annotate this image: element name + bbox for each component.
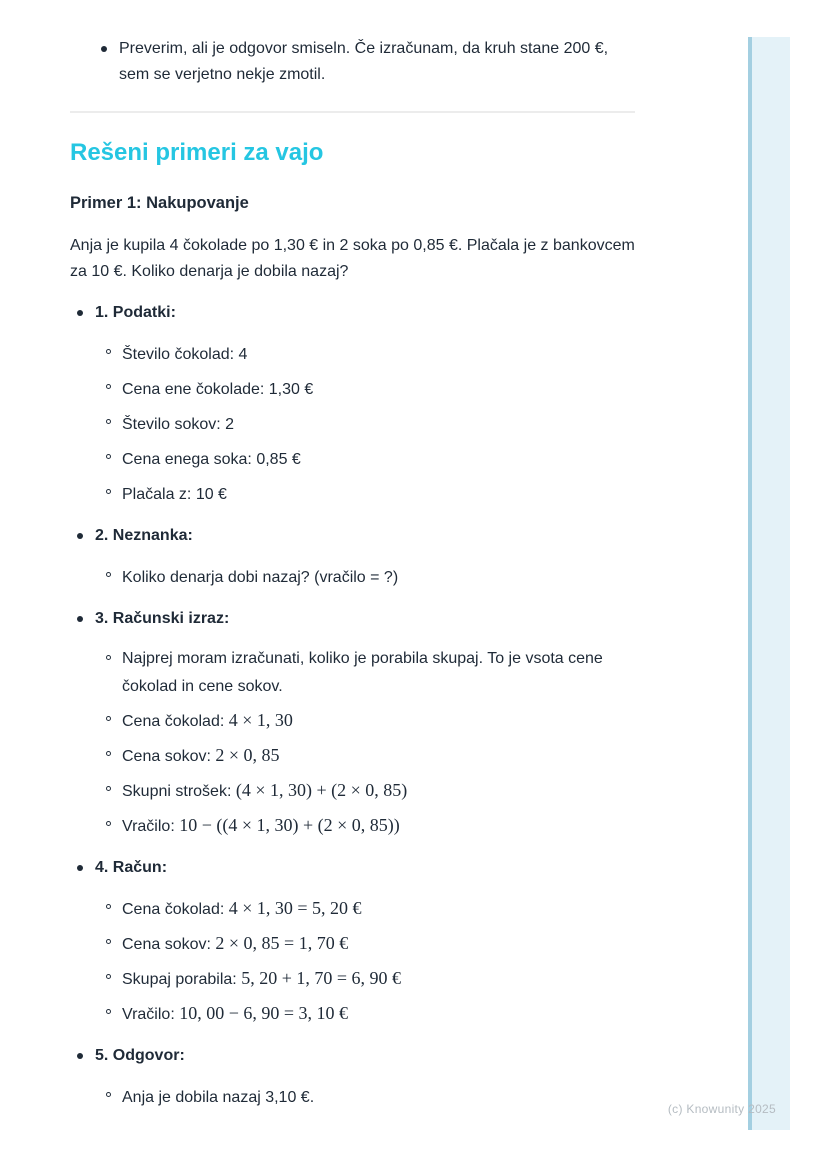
- circle-bullet-icon: [106, 419, 111, 424]
- list-item: [70, 742, 635, 770]
- math-expression: 2 × 0, 85: [215, 745, 280, 765]
- problem-statement: Anja je kupila 4 čokolade po 1,30 € in 2 soka po 0,85 €. Plačala je z bankovcem za 10 €. Koliko denarja je dobila nazaj?: [70, 237, 635, 280]
- circle-bullet-icon: [106, 489, 111, 494]
- item-text: Skupaj porabila: 5, 20 + 1, 70 = 6, 90 €: [122, 968, 401, 988]
- circle-bullet-icon: [106, 1009, 111, 1014]
- circle-bullet-icon: [106, 572, 111, 577]
- example-title: Primer 1: Nakupovanje: [70, 194, 249, 212]
- item-text: Cena enega soka: 0,85 €: [122, 451, 301, 468]
- list-item: [70, 1083, 635, 1111]
- step-sublist: [70, 1083, 635, 1111]
- list-item: [70, 646, 635, 700]
- step-header: [70, 855, 635, 881]
- step-podatki: [70, 300, 635, 508]
- step-header: [70, 1043, 635, 1069]
- step-neznanka: [70, 523, 635, 591]
- math-expression: 10, 00 − 6, 90 = 3, 10 €: [179, 1003, 349, 1023]
- circle-bullet-icon: [106, 716, 111, 721]
- step-label: 2. Neznanka:: [95, 527, 193, 544]
- step-header: [70, 300, 635, 326]
- circle-bullet-icon: [106, 939, 111, 944]
- step-sublist: [70, 340, 635, 508]
- list-item: [70, 563, 635, 591]
- item-text: Plačala z: 10 €: [122, 486, 227, 503]
- item-text: Koliko denarja dobi nazaj? (vračilo = ?): [122, 569, 399, 586]
- copyright-notice: (c) Knowunity 2025: [667, 1102, 776, 1116]
- disc-bullet-icon: [77, 616, 83, 622]
- math-expression: 5, 20 + 1, 70 = 6, 90 €: [241, 968, 401, 988]
- step-header: [70, 606, 635, 632]
- disc-bullet-icon: [77, 1053, 83, 1059]
- intro-text: Preverim, ali je odgovor smiseln. Če izračunam, da kruh stane 200 €, sem se verjetno nekje zmotil.: [119, 40, 609, 83]
- list-item: [70, 812, 635, 840]
- step-header: [70, 523, 635, 549]
- item-text: Najprej moram izračunati, koliko je porabila skupaj. To je vsota cene čokolad in cene sokov.: [122, 650, 603, 695]
- circle-bullet-icon: [106, 821, 111, 826]
- math-expression: 4 × 1, 30 = 5, 20 €: [228, 898, 362, 918]
- disc-bullet-icon: [77, 310, 83, 316]
- list-item: [70, 707, 635, 735]
- step-sublist: [70, 895, 635, 1028]
- list-item: [70, 1000, 635, 1028]
- list-item: [70, 340, 635, 368]
- item-text: Cena čokolad: 4 × 1, 30: [122, 710, 293, 730]
- math-expression: (4 × 1, 30) + (2 × 0, 85): [235, 780, 408, 800]
- circle-bullet-icon: [106, 974, 111, 979]
- circle-bullet-icon: [106, 349, 111, 354]
- disc-bullet-icon: [77, 533, 83, 539]
- step-odgovor: [70, 1043, 635, 1111]
- item-text: Število sokov: 2: [122, 416, 235, 433]
- math-expression: 10 − ((4 × 1, 30) + (2 × 0, 85)): [179, 815, 400, 835]
- page-title: Rešeni primeri za vajo: [70, 139, 324, 166]
- disc-bullet-icon: [101, 46, 107, 52]
- item-text: Cena sokov: 2 × 0, 85 = 1, 70 €: [122, 933, 349, 953]
- list-item: [70, 410, 635, 438]
- circle-bullet-icon: [106, 1092, 111, 1097]
- list-item: [70, 375, 635, 403]
- step-sublist: [70, 563, 635, 591]
- list-item: [70, 445, 635, 473]
- circle-bullet-icon: [106, 655, 111, 660]
- step-label: 5. Odgovor:: [95, 1047, 185, 1064]
- item-text: Število čokolad: 4: [122, 346, 248, 363]
- list-item: [70, 895, 635, 923]
- list-item: [70, 965, 635, 993]
- step-racunski-izraz: [70, 606, 635, 840]
- list-item: [70, 930, 635, 958]
- item-text: Cena čokolad: 4 × 1, 30 = 5, 20 €: [122, 898, 362, 918]
- item-text: Vračilo: 10, 00 − 6, 90 = 3, 10 €: [122, 1003, 349, 1023]
- math-expression: 2 × 0, 85 = 1, 70 €: [215, 933, 349, 953]
- list-item: [70, 36, 635, 88]
- step-racun: [70, 855, 635, 1028]
- circle-bullet-icon: [106, 786, 111, 791]
- step-label: 4. Račun:: [95, 859, 168, 876]
- math-expression: 4 × 1, 30: [228, 710, 293, 730]
- step-label: 1. Podatki:: [95, 304, 176, 321]
- step-sublist: [70, 646, 635, 840]
- item-text: Cena sokov: 2 × 0, 85: [122, 745, 280, 765]
- section-divider: [70, 111, 635, 113]
- list-item: [70, 777, 635, 805]
- disc-bullet-icon: [77, 865, 83, 871]
- item-text: Skupni strošek: (4 × 1, 30) + (2 × 0, 85): [122, 780, 408, 800]
- item-text: Anja je dobila nazaj 3,10 €.: [122, 1089, 315, 1106]
- solution-steps-list: [70, 300, 635, 1111]
- circle-bullet-icon: [106, 384, 111, 389]
- circle-bullet-icon: [106, 751, 111, 756]
- item-text: Cena ene čokolade: 1,30 €: [122, 381, 314, 398]
- list-item: [70, 480, 635, 508]
- step-label: 3. Računski izraz:: [95, 610, 230, 627]
- circle-bullet-icon: [106, 904, 111, 909]
- circle-bullet-icon: [106, 454, 111, 459]
- side-highlight-bar: [748, 37, 790, 1130]
- intro-list: [70, 36, 635, 88]
- item-text: Vračilo: 10 − ((4 × 1, 30) + (2 × 0, 85)): [122, 815, 400, 835]
